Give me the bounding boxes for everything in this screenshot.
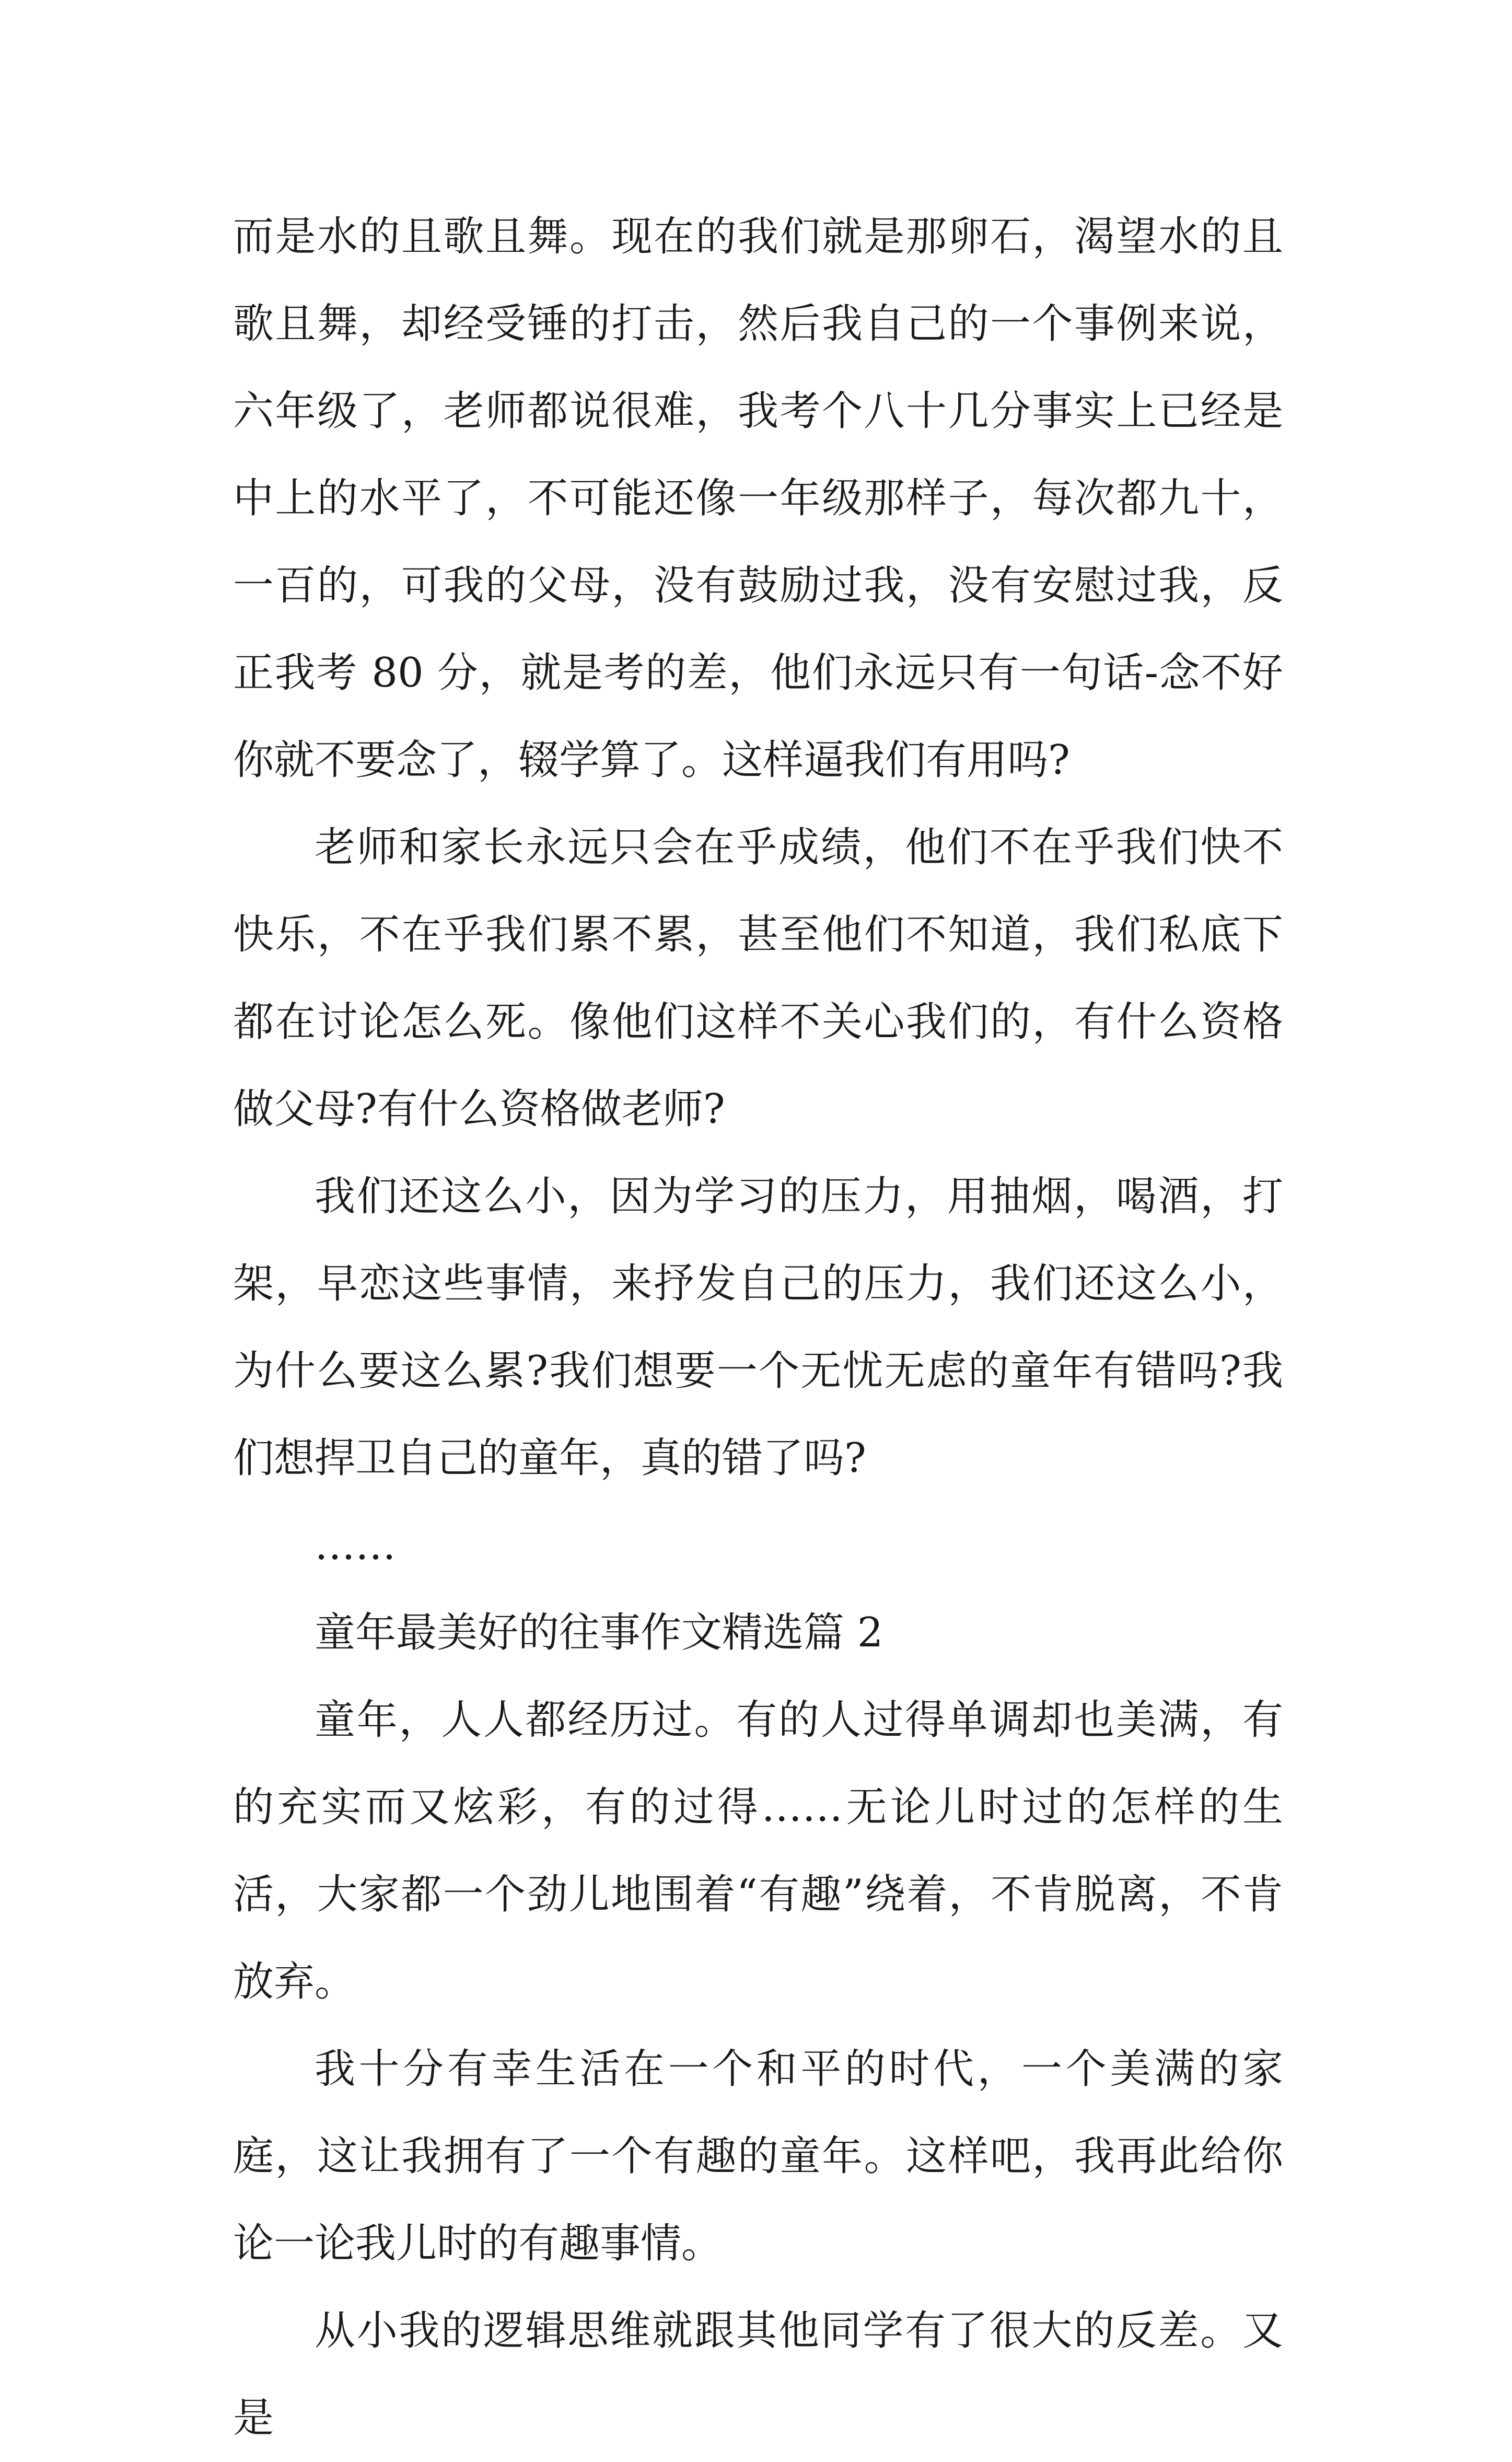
document-body — [233, 193, 1283, 2462]
paragraph: 我们还这么小，因为学习的压力，用抽烟，喝酒，打架，早恋这些事情，来抒发自己的压力，我们还这么小，为什么要这么累?我们想要一个无忧无虑的童年有错吗?我们想捍卫自己的童年，真的错了吗? — [233, 1173, 1283, 1482]
section-heading: 童年最美好的往事作文精选篇 2 — [315, 1609, 883, 1656]
paragraph: 老师和家长永远只会在乎成绩，他们不在乎我们快不快乐，不在乎我们累不累，甚至他们不知道，我们私底下都在讨论怎么死。像他们这样不关心我们的，有什么资格做父母?有什么资格做老师? — [233, 824, 1283, 1133]
paragraph: 从小我的逻辑思维就跟其他同学有了很大的反差。又是 — [233, 2307, 1283, 2442]
paragraph: 我十分有幸生活在一个和平的时代，一个美满的家庭，这让我拥有了一个有趣的童年。这样吧，我再此给你论一论我儿时的有趣事情。 — [233, 2046, 1283, 2267]
paragraph-continuation: 而是水的且歌且舞。现在的我们就是那卵石，渴望水的且歌且舞，却经受锤的打击，然后我自己的一个事例来说，六年级了，老师都说很难，我考个八十几分事实上已经是中上的水平了，不可能还像一年级那样子，每次都九十，一百的，可我的父母，没有鼓励过我，没有安慰过我，反正我考 80 分，就是考的差，他们永远只有一句话-念不好你就不要念了，辍学算了。这样逼我们有用吗? — [233, 213, 1283, 784]
paragraph: 童年，人人都经历过。有的人过得单调却也美满，有的充实而又炫彩，有的过得……无论儿时过的怎样的生活，大家都一个劲儿地围着“有趣”绕着，不肯脱离，不肯放弃。 — [233, 1697, 1283, 2005]
ellipsis-line: …… — [315, 1522, 396, 1569]
